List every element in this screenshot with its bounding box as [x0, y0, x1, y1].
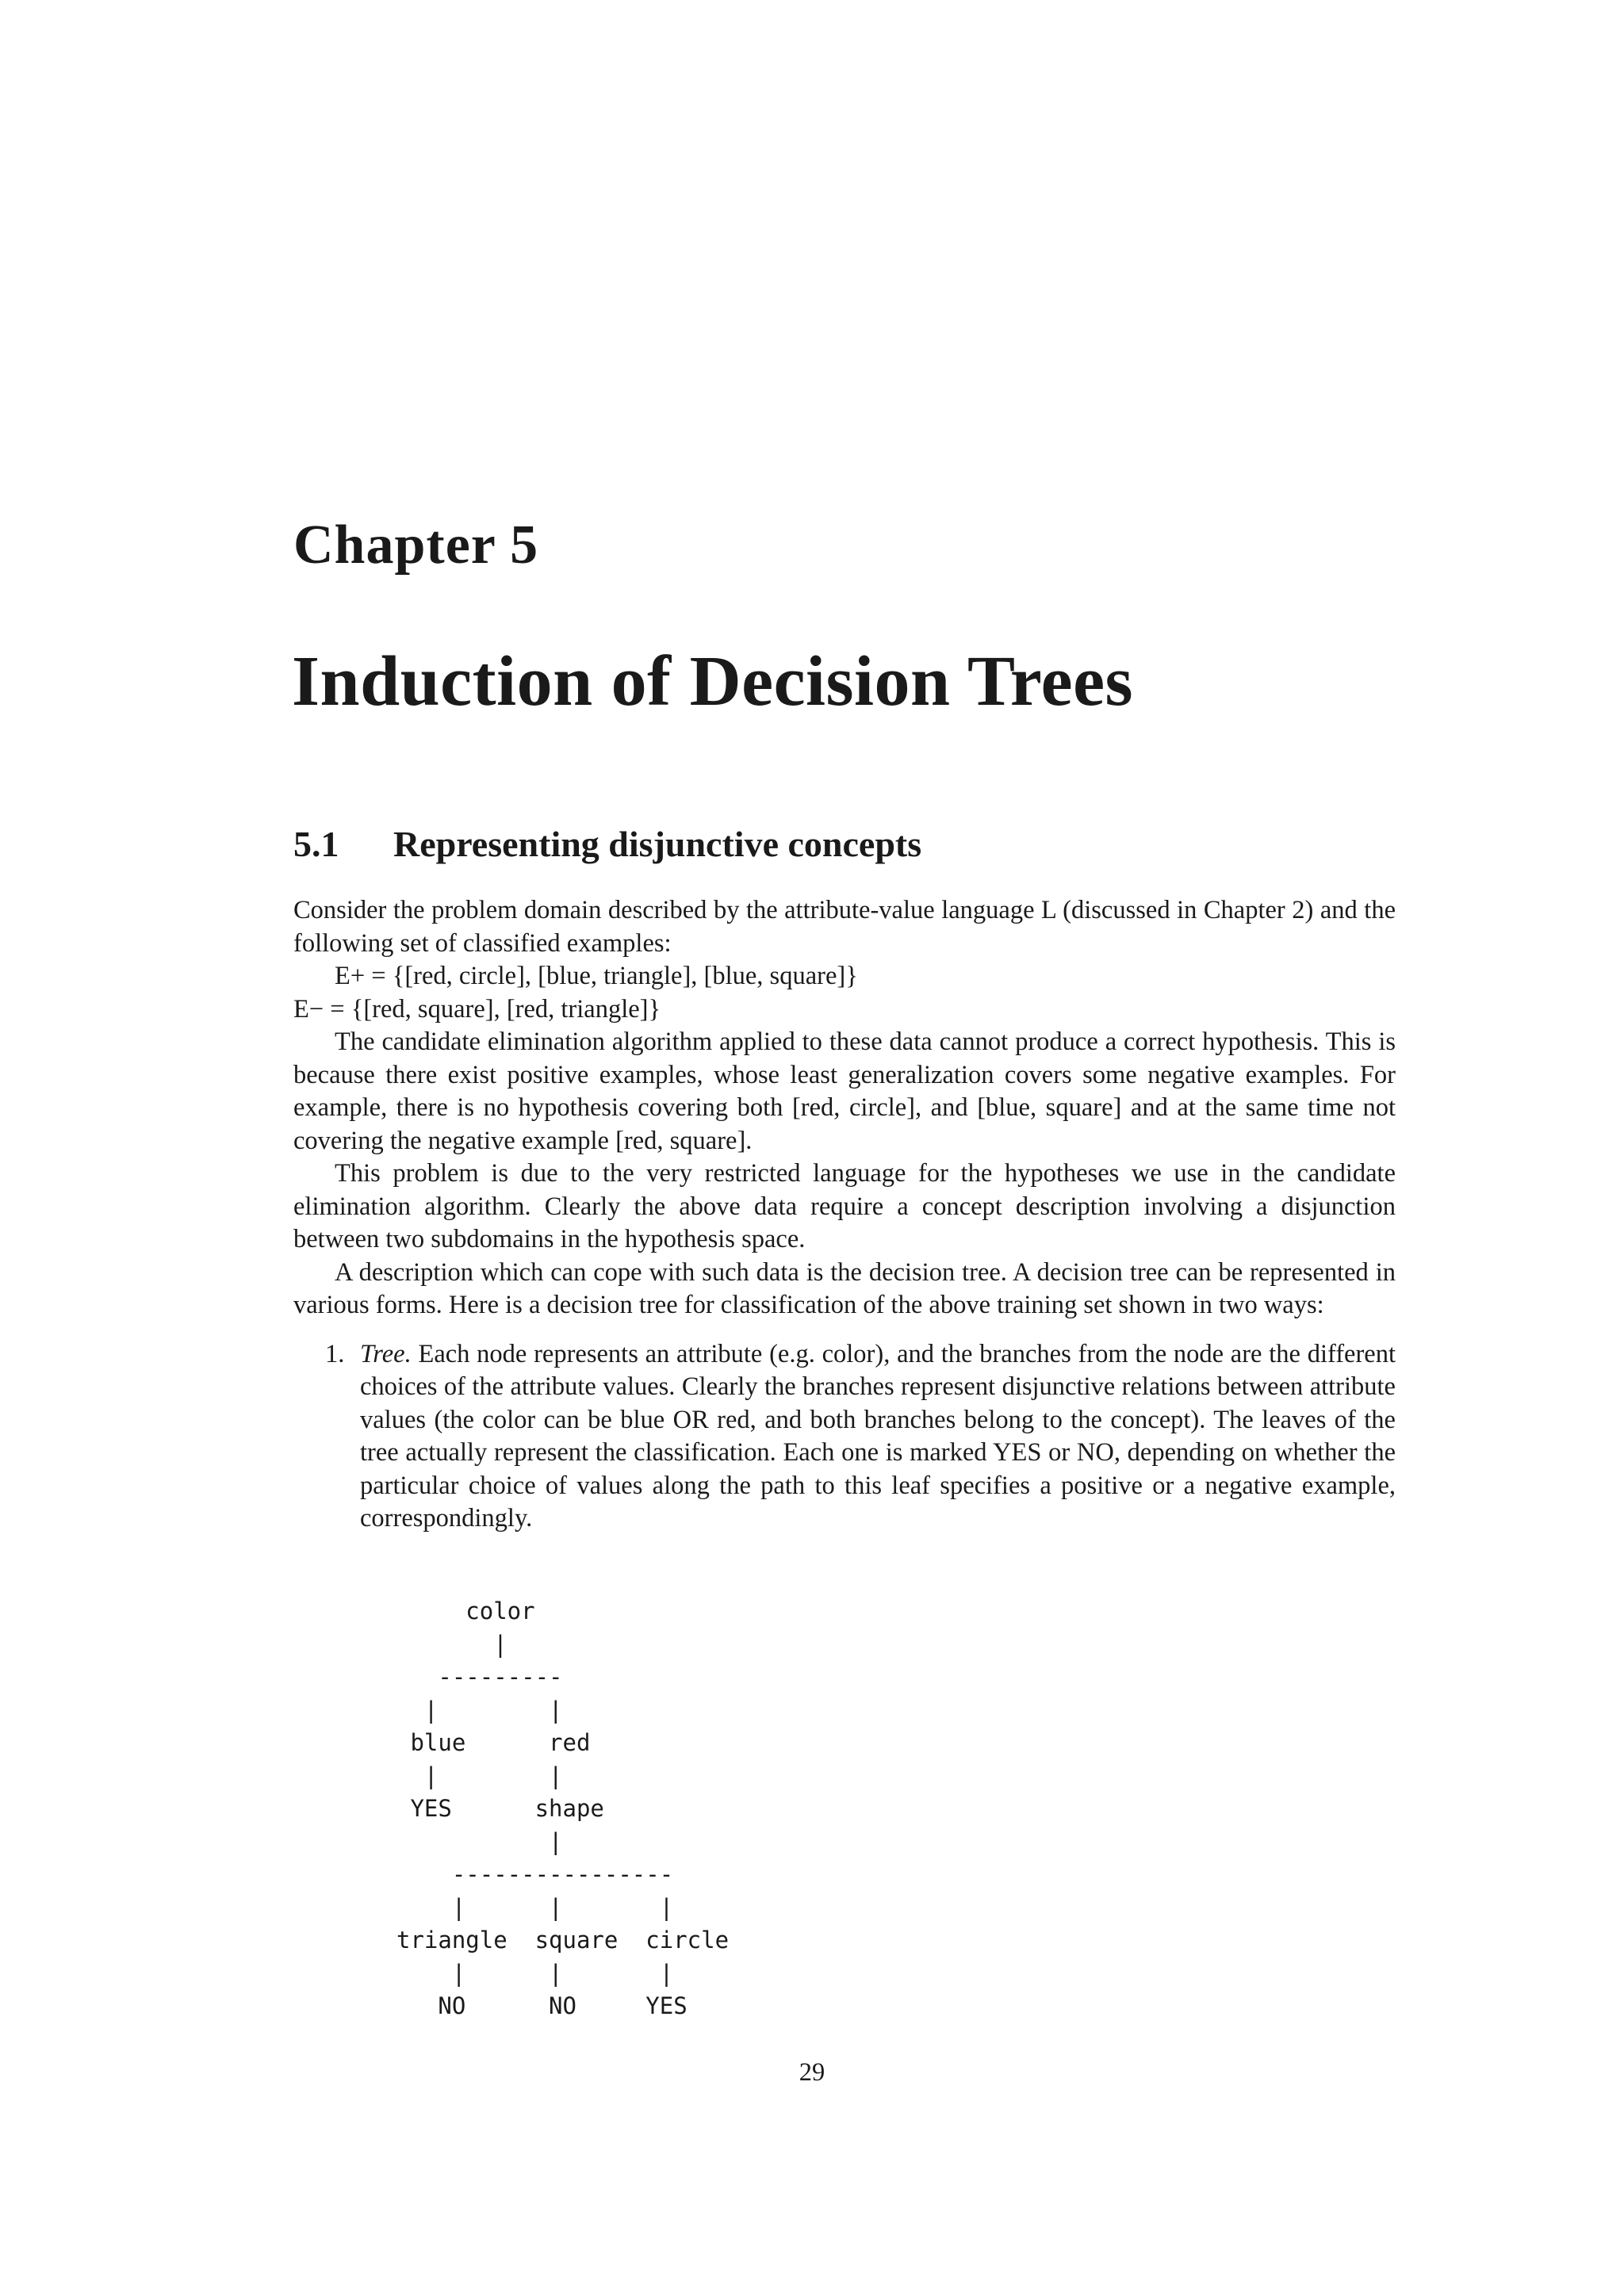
page-number: 29 — [799, 2058, 825, 2087]
tree-line: | — [396, 1827, 563, 1855]
section-heading — [293, 823, 921, 865]
tree-line: triangle square circle — [396, 1927, 730, 1954]
tree-line: | | | — [396, 1959, 674, 1987]
paragraph-intro: Consider the problem domain described by the attribute-value language L (discussed in Chapter 2) and the following set of classified examples: — [293, 896, 1396, 958]
chapter-label: Chapter 5 — [293, 515, 539, 576]
tree-line: color — [396, 1598, 535, 1624]
tree-line: | | | — [396, 1893, 674, 1921]
tree-line: YES shape — [396, 1795, 604, 1822]
paragraph-decision-tree: A description which can cope with such data is the decision tree. A decision tree can be represented in various forms. Here is a decision tree for classification of the above training set shown in two ways: — [293, 1257, 1396, 1319]
tree-line: | | — [396, 1762, 563, 1789]
positive-examples-equation: E+ = {[red, circle], [blue, triangle], [blue, square]} — [335, 962, 858, 990]
tree-line: blue red — [396, 1729, 591, 1756]
tree-line: NO NO YES — [396, 1992, 688, 2019]
list-item-term: Tree. — [360, 1339, 412, 1368]
tree-line: ---------------- — [396, 1861, 674, 1888]
tree-line: | | — [396, 1696, 563, 1724]
list-item-text: Each node represents an attribute (e.g. color), and the branches from the node are the different choices of the attribute values. Clearly the branches represent disjunctive relations between attribute values (the color can be blue OR red, and both branches belong to the concept). The leaves of the tree actually represent the classification. Each one is marked YES or NO, depending on whether the particular choice of values along the path to this leaf specifies a positive or a negative example, correspondingly. — [360, 1339, 1396, 1533]
chapter-title: Induction of Decision Trees — [292, 642, 1134, 721]
list-item — [293, 1338, 1396, 1536]
tree-line: --------- — [396, 1663, 563, 1690]
section-number: 5.1 — [293, 824, 339, 864]
list-item-number: 1. — [325, 1339, 345, 1368]
paragraph-candidate-elimination: The candidate elimination algorithm applied to these data cannot produce a correct hypothesis. This is because there exist positive examples, whose least generalization covers some negative examples. For example, there is no hypothesis covering both [red, circle], and [blue, square] and at the same time not covering the negative example [red, square]. — [293, 1027, 1396, 1155]
body-text — [293, 894, 1396, 1536]
tree-line: | — [396, 1630, 508, 1658]
negative-examples-equation: E− = {[red, square], [red, triangle]} — [293, 994, 661, 1024]
section-title: Representing disjunctive concepts — [393, 824, 922, 864]
numbered-list — [293, 1338, 1396, 1536]
decision-tree-diagram — [396, 1595, 729, 2023]
paragraph-restricted-language: This problem is due to the very restricted language for the hypotheses we use in the candidate elimination algorithm. Clearly the above data require a concept description involving a disjunction between two subdomains in the hypothesis space. — [293, 1159, 1396, 1253]
